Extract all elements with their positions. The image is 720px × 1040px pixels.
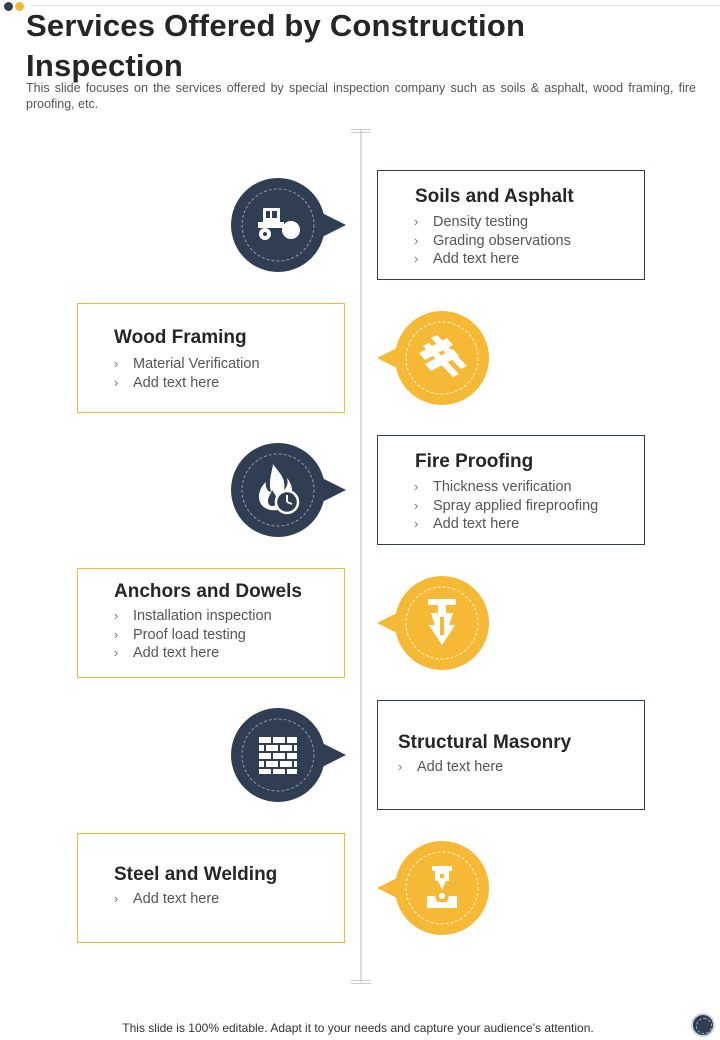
- service-bubble-anchors: [375, 573, 495, 673]
- service-bubble-soils: [228, 175, 348, 275]
- timeline-cap-bottom-2: [351, 983, 371, 984]
- list-item: › Add text here: [414, 516, 520, 533]
- service-title: Fire Proofing: [415, 451, 534, 472]
- service-title: Steel and Welding: [114, 864, 278, 885]
- corner-logo-badge: [691, 1013, 715, 1037]
- service-card-fire: [377, 435, 645, 545]
- page-subtitle: This slide focuses on the services offered by special inspection company such as soils & asphalt, wood framing, fire proofing, etc.: [26, 81, 696, 111]
- timeline-cap-top-2: [351, 132, 371, 133]
- page-title: Services Offered by Construction Inspection: [26, 8, 526, 83]
- service-bubble-fire: [228, 440, 348, 540]
- service-title: Wood Framing: [114, 327, 247, 348]
- list-item: › Proof load testing: [114, 626, 246, 643]
- slide-marker-dots: [4, 2, 28, 12]
- service-list: [414, 478, 598, 534]
- timeline-spine: [360, 130, 362, 982]
- service-card-soils: [377, 170, 645, 280]
- service-list: [414, 213, 571, 269]
- service-card-anchors: [77, 568, 345, 678]
- service-list: [398, 758, 503, 777]
- list-item: › Add text here: [114, 374, 220, 391]
- footer-note: This slide is 100% editable. Adapt it to your needs and capture your audience’s attention.: [122, 1021, 594, 1035]
- list-item: › Grading observations: [414, 232, 571, 249]
- list-item: › Thickness verification: [414, 479, 572, 495]
- list-item: › Add text here: [114, 891, 220, 907]
- list-item: › Add text here: [414, 251, 520, 268]
- service-card-wood: [77, 303, 345, 413]
- service-bubble-wood: [375, 308, 495, 408]
- service-list: [114, 355, 260, 392]
- list-item: › Add text here: [114, 645, 220, 662]
- list-item: › Add text here: [398, 759, 504, 775]
- service-list: [114, 607, 272, 663]
- service-title: Soils and Asphalt: [415, 186, 574, 207]
- service-title: Structural Masonry: [398, 732, 572, 753]
- service-bubble-steel: [375, 838, 495, 938]
- service-card-steel: [77, 833, 345, 943]
- list-item: › Density testing: [414, 214, 529, 230]
- list-item: › Installation inspection: [114, 608, 272, 624]
- timeline-cap-bottom: [351, 980, 371, 981]
- list-item: › Spray applied fireproofing: [414, 497, 599, 514]
- service-title: Anchors and Dowels: [114, 581, 302, 602]
- service-bubble-masonry: [228, 705, 348, 805]
- list-item: › Material Verification: [114, 356, 260, 372]
- service-card-masonry: [377, 700, 645, 810]
- service-list: [114, 890, 219, 909]
- timeline-cap-top: [351, 129, 371, 130]
